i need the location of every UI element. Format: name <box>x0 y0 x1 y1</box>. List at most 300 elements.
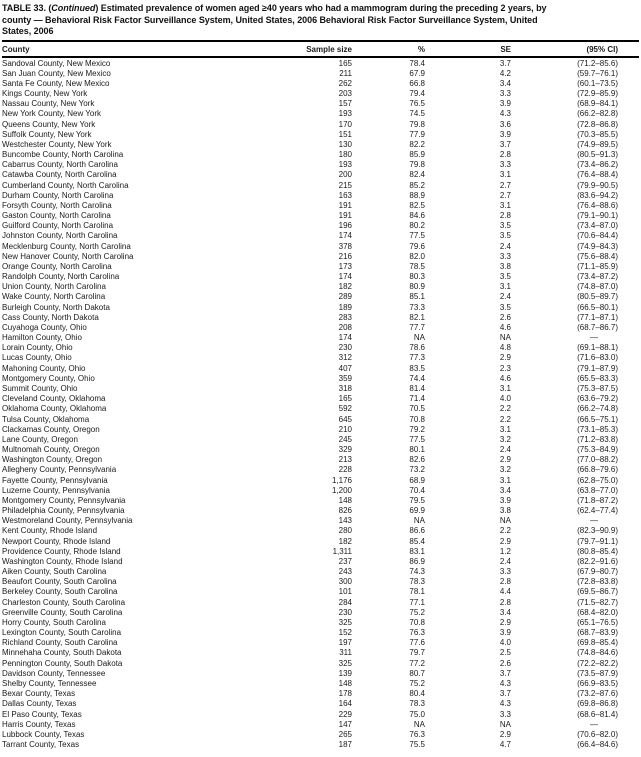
cell-ci: (80.5–89.7) <box>577 292 618 302</box>
cell-county: Philadelphia County, Pennsylvania <box>2 506 125 516</box>
cell-ci: (74.9–89.5) <box>577 139 618 149</box>
cell-percent: 77.7 <box>409 322 425 332</box>
cell-county: Washington County, Rhode Island <box>2 556 123 566</box>
cell-se: 2.3 <box>499 363 511 373</box>
cell-sample-size: 178 <box>338 689 352 699</box>
cell-percent: 68.9 <box>409 475 425 485</box>
cell-sample-size: 157 <box>338 99 352 109</box>
table-row <box>2 618 639 628</box>
cell-county: Allegheny County, Pennsylvania <box>2 465 117 475</box>
cell-ci: (69.8–86.8) <box>577 699 618 709</box>
cell-sample-size: 289 <box>338 292 352 302</box>
cell-county: Gaston County, North Carolina <box>2 211 111 221</box>
cell-ci: (74.9–84.3) <box>577 241 618 251</box>
cell-sample-size: 180 <box>338 150 352 160</box>
cell-sample-size: 164 <box>338 699 352 709</box>
cell-se: 3.5 <box>499 231 511 241</box>
cell-percent: 82.6 <box>409 455 425 465</box>
cell-sample-size: 191 <box>338 200 352 210</box>
cell-sample-size: 329 <box>338 445 352 455</box>
cell-percent: 77.3 <box>409 353 425 363</box>
cell-se: 2.9 <box>499 536 511 546</box>
cell-se: 2.8 <box>499 150 511 160</box>
cell-percent: NA <box>413 516 425 526</box>
table-row <box>2 160 639 170</box>
cell-sample-size: 174 <box>338 272 352 282</box>
cell-percent: 79.8 <box>409 160 425 170</box>
cell-county: Suffolk County, New York <box>2 129 92 139</box>
cell-ci: (71.2–85.6) <box>577 58 618 68</box>
cell-ci: (68.7–86.7) <box>577 322 618 332</box>
cell-se: 3.3 <box>499 160 511 170</box>
cell-ci: (72.9–85.9) <box>577 89 618 99</box>
cell-se: 4.4 <box>499 587 511 597</box>
cell-se: 3.4 <box>499 485 511 495</box>
cell-county: Multnomah County, Oregon <box>2 445 100 455</box>
cell-se: 4.3 <box>499 699 511 709</box>
cell-sample-size: 193 <box>338 160 352 170</box>
table-row <box>2 404 639 414</box>
cell-percent: 80.1 <box>409 445 425 455</box>
table-row <box>2 191 639 201</box>
cell-county: Mahoning County, Ohio <box>2 363 86 373</box>
cell-sample-size: 312 <box>338 353 352 363</box>
cell-sample-size: 1,200 <box>331 485 352 495</box>
cell-se: 2.2 <box>499 526 511 536</box>
cell-se: 2.7 <box>499 180 511 190</box>
cell-county: Cabarrus County, North Carolina <box>2 160 118 170</box>
table-header-row <box>2 40 639 58</box>
cell-ci: (63.8–77.0) <box>577 485 618 495</box>
cell-percent: 75.2 <box>409 678 425 688</box>
table-row <box>2 282 639 292</box>
cell-sample-size: 284 <box>338 597 352 607</box>
cell-sample-size: 203 <box>338 89 352 99</box>
cell-sample-size: 300 <box>338 577 352 587</box>
cell-se: 2.8 <box>499 211 511 221</box>
cell-county: Buncombe County, North Carolina <box>2 150 124 160</box>
cell-ci: (79.7–91.1) <box>577 536 618 546</box>
table-row <box>2 526 639 536</box>
cell-ci: (70.6–84.4) <box>577 231 618 241</box>
column-header-ci: (95% CI) <box>586 44 618 54</box>
table-row <box>2 343 639 353</box>
cell-county: Cass County, North Dakota <box>2 312 99 322</box>
table-row <box>2 689 639 699</box>
cell-se: 3.9 <box>499 129 511 139</box>
cell-sample-size: 143 <box>338 516 352 526</box>
table-row <box>2 628 639 638</box>
cell-ci: (79.9–90.5) <box>577 180 618 190</box>
table-row <box>2 384 639 394</box>
cell-ci: (71.8–87.2) <box>577 495 618 505</box>
table-title <box>2 3 639 38</box>
cell-sample-size: 182 <box>338 536 352 546</box>
cell-sample-size: 1,176 <box>331 475 352 485</box>
cell-county: Dallas County, Texas <box>2 699 77 709</box>
cell-sample-size: 265 <box>338 729 352 739</box>
cell-se: 4.3 <box>499 678 511 688</box>
cell-ci: (79.1–87.9) <box>577 363 618 373</box>
cell-ci: (66.2–82.8) <box>577 109 618 119</box>
cell-se: 3.5 <box>499 302 511 312</box>
table-row <box>2 150 639 160</box>
cell-county: Clackamas County, Oregon <box>2 424 100 434</box>
cell-county: Beaufort County, South Carolina <box>2 577 117 587</box>
cell-percent: 82.0 <box>409 251 425 261</box>
cell-ci: (73.1–85.3) <box>577 424 618 434</box>
cell-percent: 78.3 <box>409 577 425 587</box>
cell-county: Lane County, Oregon <box>2 434 78 444</box>
cell-county: Horry County, South Carolina <box>2 617 106 627</box>
cell-se: 4.8 <box>499 343 511 353</box>
cell-sample-size: 174 <box>338 333 352 343</box>
cell-percent: 70.5 <box>409 404 425 414</box>
cell-se: 4.0 <box>499 638 511 648</box>
cell-county: Kings County, New York <box>2 89 88 99</box>
cell-county: Bexar County, Texas <box>2 689 76 699</box>
cell-ci: (68.6–81.4) <box>577 709 618 719</box>
cell-county: Westmoreland County, Pennsylvania <box>2 516 133 526</box>
cell-ci: (69.5–86.7) <box>577 587 618 597</box>
cell-sample-size: 216 <box>338 251 352 261</box>
table-row <box>2 353 639 363</box>
cell-ci: (80.5–91.3) <box>577 150 618 160</box>
table-row <box>2 537 639 547</box>
cell-county: Aiken County, South Carolina <box>2 567 107 577</box>
cell-county: Queens County, New York <box>2 119 96 129</box>
table-row <box>2 476 639 486</box>
cell-county: Shelby County, Tennessee <box>2 678 97 688</box>
cell-se: 4.7 <box>499 740 511 750</box>
cell-percent: 79.7 <box>409 648 425 658</box>
cell-county: Johnston County, North Carolina <box>2 231 118 241</box>
cell-percent: 82.2 <box>409 139 425 149</box>
cell-se: 3.8 <box>499 261 511 271</box>
cell-county: Montgomery County, Ohio <box>2 373 95 383</box>
cell-percent: 88.9 <box>409 190 425 200</box>
cell-ci: (75.3–87.5) <box>577 384 618 393</box>
table-row <box>2 720 639 730</box>
cell-se: 4.0 <box>499 394 511 404</box>
cell-county: Lucas County, Ohio <box>2 353 72 363</box>
cell-percent: 78.1 <box>409 587 425 597</box>
cell-county: Hamilton County, Ohio <box>2 333 82 343</box>
cell-ci: (82.3–90.9) <box>577 526 618 536</box>
cell-se: 3.7 <box>499 668 511 678</box>
cell-percent: 83.1 <box>409 546 425 556</box>
cell-sample-size: 378 <box>338 241 352 251</box>
table-row <box>2 59 639 69</box>
cell-county: Orange County, North Carolina <box>2 261 112 271</box>
cell-county: Berkeley County, South Carolina <box>2 587 118 597</box>
cell-ci: (73.4–86.2) <box>577 160 618 170</box>
cell-ci: (66.9–83.5) <box>577 678 618 688</box>
cell-ci: (68.4–82.0) <box>577 607 618 617</box>
table-row <box>2 272 639 282</box>
table-row <box>2 262 639 272</box>
cell-sample-size: 170 <box>338 119 352 129</box>
cell-sample-size: 152 <box>338 628 352 638</box>
table-row <box>2 465 639 475</box>
cell-sample-size: 163 <box>338 190 352 200</box>
cell-ci: — <box>590 333 598 343</box>
cell-ci: (66.2–74.8) <box>577 404 618 414</box>
table-row <box>2 496 639 506</box>
table-row <box>2 516 639 526</box>
cell-percent: 80.3 <box>409 272 425 282</box>
cell-se: 2.4 <box>499 556 511 566</box>
cell-county: Sandoval County, New Mexico <box>2 58 111 68</box>
cell-county: New Hanover County, North Carolina <box>2 251 134 261</box>
cell-percent: 79.6 <box>409 241 425 251</box>
cell-se: 2.9 <box>499 729 511 739</box>
cell-se: 3.1 <box>499 384 511 393</box>
table-row <box>2 211 639 221</box>
cell-se: 3.3 <box>499 567 511 577</box>
cell-sample-size: 208 <box>338 322 352 332</box>
cell-se: 2.7 <box>499 190 511 200</box>
table-row <box>2 638 639 648</box>
cell-county: Lorain County, Ohio <box>2 343 73 353</box>
cell-county: Santa Fe County, New Mexico <box>2 78 110 88</box>
cell-se: 2.6 <box>499 312 511 322</box>
title-continued-label: Continued <box>51 3 96 13</box>
cell-se: 3.1 <box>499 475 511 485</box>
cell-percent: 78.4 <box>409 58 425 68</box>
cell-county: Forsyth County, North Carolina <box>2 200 112 210</box>
cell-se: 3.4 <box>499 607 511 617</box>
cell-percent: 78.6 <box>409 343 425 353</box>
table-row <box>2 699 639 709</box>
cell-sample-size: 325 <box>338 617 352 627</box>
cell-se: 2.4 <box>499 445 511 455</box>
table-row <box>2 445 639 455</box>
table-row <box>2 374 639 384</box>
cell-ci: (59.7–76.1) <box>577 68 618 78</box>
table-row <box>2 221 639 231</box>
cell-sample-size: 147 <box>338 719 352 729</box>
cell-county: Richland County, South Carolina <box>2 638 118 648</box>
cell-percent: 78.5 <box>409 261 425 271</box>
cell-ci: (67.9–80.7) <box>577 567 618 577</box>
cell-ci: (73.2–87.6) <box>577 689 618 699</box>
table-row <box>2 181 639 191</box>
cell-sample-size: 283 <box>338 312 352 322</box>
cell-ci: (69.8–85.4) <box>577 638 618 648</box>
cell-ci: (74.8–84.6) <box>577 648 618 658</box>
cell-percent: 82.1 <box>409 312 425 322</box>
cell-ci: (72.8–86.8) <box>577 119 618 129</box>
table-row <box>2 130 639 140</box>
cell-sample-size: 280 <box>338 526 352 536</box>
cell-percent: 75.5 <box>409 740 425 750</box>
table-row <box>2 608 639 618</box>
cell-se: 2.9 <box>499 353 511 363</box>
cell-percent: NA <box>413 719 425 729</box>
cell-percent: 81.4 <box>409 384 425 393</box>
title-line-3: States, 2006 <box>2 26 54 36</box>
cell-county: San Juan County, New Mexico <box>2 68 111 78</box>
cell-county: Cumberland County, North Carolina <box>2 180 129 190</box>
cell-ci: (76.4–88.4) <box>577 170 618 180</box>
cell-se: 3.5 <box>499 221 511 231</box>
table-row <box>2 486 639 496</box>
cell-county: Tarrant County, Texas <box>2 740 80 750</box>
table-row <box>2 648 639 658</box>
cell-se: 3.2 <box>499 434 511 444</box>
cell-ci: (71.1–85.9) <box>577 261 618 271</box>
cell-sample-size: 101 <box>338 587 352 597</box>
cell-ci: — <box>590 516 598 526</box>
title-line-1 <box>2 3 639 15</box>
cell-county: Catawba County, North Carolina <box>2 170 117 180</box>
cell-se: 2.5 <box>499 648 511 658</box>
table-row <box>2 242 639 252</box>
cell-county: Mecklenburg County, North Carolina <box>2 241 131 251</box>
cell-county: Lubbock County, Texas <box>2 729 85 739</box>
cell-sample-size: 187 <box>338 740 352 750</box>
cell-sample-size: 200 <box>338 170 352 180</box>
cell-percent: 77.6 <box>409 638 425 648</box>
cell-ci: (65.5–83.3) <box>577 373 618 383</box>
cell-se: 4.6 <box>499 322 511 332</box>
table-row <box>2 506 639 516</box>
cell-sample-size: 229 <box>338 709 352 719</box>
cell-percent: 78.3 <box>409 699 425 709</box>
cell-se: 2.8 <box>499 577 511 587</box>
cell-se: 4.2 <box>499 68 511 78</box>
cell-se: 2.9 <box>499 455 511 465</box>
cell-sample-size: 245 <box>338 434 352 444</box>
table-row <box>2 587 639 597</box>
title-line-2: county — Behavioral Risk Factor Surveillance System, United States, 2006 Behavioral Risk Factor Surveillance System, United <box>2 14 538 25</box>
cell-ci: (75.6–88.4) <box>577 251 618 261</box>
cell-ci: (63.6–79.2) <box>577 394 618 404</box>
table-row <box>2 170 639 180</box>
cell-ci: (74.8–87.0) <box>577 282 618 292</box>
cell-se: 3.8 <box>499 506 511 516</box>
cell-sample-size: 191 <box>338 211 352 221</box>
cell-county: Luzerne County, Pennsylvania <box>2 485 110 495</box>
cell-ci: (83.6–94.2) <box>577 190 618 200</box>
cell-county: Durham County, North Carolina <box>2 190 114 200</box>
title-text: TABLE 33. ( <box>2 3 52 13</box>
cell-county: Burleigh County, North Dakota <box>2 302 110 312</box>
cell-ci: (76.4–88.6) <box>577 200 618 210</box>
table-row <box>2 394 639 404</box>
cell-percent: 82.5 <box>409 200 425 210</box>
cell-se: 3.9 <box>499 99 511 109</box>
cell-percent: 71.4 <box>409 394 425 404</box>
cell-se: NA <box>499 333 511 343</box>
cell-sample-size: 230 <box>338 607 352 617</box>
table-row <box>2 679 639 689</box>
cell-se: NA <box>499 516 511 526</box>
cell-percent: 70.4 <box>409 485 425 495</box>
cell-ci: (82.2–91.6) <box>577 556 618 566</box>
table-row <box>2 740 639 750</box>
cell-sample-size: 230 <box>338 343 352 353</box>
cell-se: 2.9 <box>499 617 511 627</box>
cell-ci: (62.8–75.0) <box>577 475 618 485</box>
cell-percent: 74.4 <box>409 373 425 383</box>
cell-percent: 77.1 <box>409 597 425 607</box>
cell-ci: (66.4–84.6) <box>577 740 618 750</box>
cell-ci: (72.8–83.8) <box>577 577 618 587</box>
cell-se: 4.6 <box>499 373 511 383</box>
cell-se: 3.5 <box>499 272 511 282</box>
cell-se: 3.1 <box>499 170 511 180</box>
cell-ci: (70.3–85.5) <box>577 129 618 139</box>
column-header-se: SE <box>500 44 511 54</box>
cell-ci: (62.4–77.4) <box>577 506 618 516</box>
cell-se: 3.9 <box>499 495 511 505</box>
cell-county: Greenville County, South Carolina <box>2 607 123 617</box>
cell-percent: 79.2 <box>409 424 425 434</box>
cell-county: Minnehaha County, South Dakota <box>2 648 122 658</box>
cell-county: Providence County, Rhode Island <box>2 546 121 556</box>
cell-county: Lexington County, South Carolina <box>2 628 122 638</box>
cell-sample-size: 189 <box>338 302 352 312</box>
cell-sample-size: 148 <box>338 495 352 505</box>
cell-ci: (71.5–82.7) <box>577 597 618 607</box>
cell-county: El Paso County, Texas <box>2 709 82 719</box>
cell-ci: (65.1–76.5) <box>577 617 618 627</box>
table-row <box>2 577 639 587</box>
cell-sample-size: 645 <box>338 414 352 424</box>
cell-ci: (71.6–83.0) <box>577 353 618 363</box>
cell-se: 2.4 <box>499 241 511 251</box>
cell-sample-size: 196 <box>338 221 352 231</box>
cell-se: 3.1 <box>499 200 511 210</box>
table-row <box>2 79 639 89</box>
table-row <box>2 120 639 130</box>
cell-county: Cleveland County, Oklahoma <box>2 394 106 404</box>
cell-ci: (66.5–75.1) <box>577 414 618 424</box>
cell-county: Washington County, Oregon <box>2 455 103 465</box>
cell-sample-size: 130 <box>338 139 352 149</box>
cell-sample-size: 165 <box>338 394 352 404</box>
table-row <box>2 435 639 445</box>
table-row <box>2 252 639 262</box>
cell-se: 2.4 <box>499 292 511 302</box>
cell-sample-size: 211 <box>339 68 352 78</box>
cell-se: 3.7 <box>499 58 511 68</box>
cell-sample-size: 210 <box>338 424 352 434</box>
cell-ci: (71.2–83.8) <box>577 434 618 444</box>
table-row <box>2 455 639 465</box>
cell-se: 3.1 <box>499 282 511 292</box>
cell-sample-size: 139 <box>338 668 352 678</box>
cell-se: 3.1 <box>499 424 511 434</box>
cell-se: 3.2 <box>499 465 511 475</box>
cell-ci: (66.5–80.1) <box>577 302 618 312</box>
cell-county: Kent County, Rhode Island <box>2 526 98 536</box>
cell-percent: 80.4 <box>409 689 425 699</box>
cell-county: Summit County, Ohio <box>2 384 78 393</box>
table-row <box>2 89 639 99</box>
cell-ci: (69.1–88.1) <box>577 343 618 353</box>
cell-ci: (73.5–87.9) <box>577 668 618 678</box>
cell-percent: 80.7 <box>409 668 425 678</box>
cell-percent: 76.5 <box>409 99 425 109</box>
cell-se: 3.3 <box>499 251 511 261</box>
cell-sample-size: 228 <box>338 465 352 475</box>
cell-sample-size: 243 <box>338 567 352 577</box>
column-header-county: County <box>2 44 30 54</box>
cell-sample-size: 182 <box>338 282 352 292</box>
